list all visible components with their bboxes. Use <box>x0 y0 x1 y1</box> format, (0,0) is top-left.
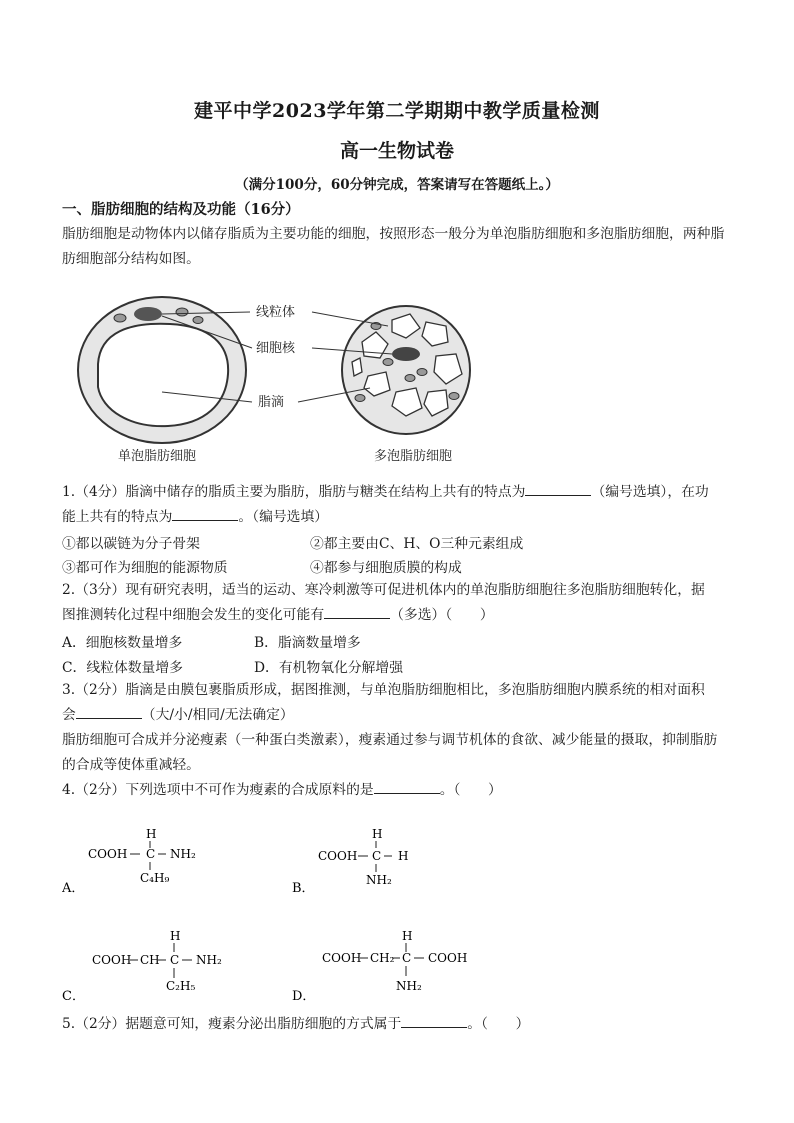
q5-blank[interactable] <box>401 1012 467 1028</box>
q1-blank-2[interactable] <box>172 505 238 521</box>
svg-text:C₂H₅: C₂H₅ <box>166 979 196 993</box>
label-nucleus: 细胞核 <box>256 341 296 356</box>
svg-text:C: C <box>402 951 412 965</box>
q2-option-b[interactable]: B．脂滴数量增多 <box>254 635 361 651</box>
q2-blank[interactable] <box>324 603 390 619</box>
q3-text: 3.（2分）脂滴是由膜包裹脂质形成，据图推测，与单泡脂肪细胞相比，多泡脂肪细胞内膜系统的相对面积 会 （大/小/相同/无法确定） 脂肪细胞可合成并分泌瘦素（一种蛋白类激素），瘦素通过参与调节机体的食欲、减少能量的摄取，抑制脂肪 的合成等使体重减轻。 <box>62 682 718 773</box>
svg-text:H: H <box>372 827 383 841</box>
fat-cell-figure <box>70 292 490 472</box>
exam-subtitle: 高一生物试卷 <box>339 140 454 162</box>
q2-option-c[interactable]: C．线粒体数量增多 <box>62 660 183 676</box>
svg-text:C．: C． <box>62 989 85 1004</box>
q2-option-d[interactable]: D．有机物氧化分解增强 <box>254 660 404 676</box>
q1-option-3: ③都可作为细胞的能源物质 <box>62 560 228 576</box>
svg-text:COOH: COOH <box>318 849 358 863</box>
section-heading: 一、脂肪细胞的结构及功能（16分） <box>62 201 300 218</box>
svg-text:CH: CH <box>140 953 160 967</box>
q4-option-a-structure[interactable] <box>62 818 262 898</box>
q5-text: 5.（2分）据题意可知，瘦素分泌出脂肪细胞的方式属于 。（ ） <box>62 1012 734 1037</box>
svg-text:NH₂: NH₂ <box>396 979 422 993</box>
label-mitochondria: 线粒体 <box>256 305 296 320</box>
svg-text:COOH: COOH <box>92 953 132 967</box>
q3-blank[interactable] <box>76 703 142 719</box>
q4-option-b-structure[interactable] <box>292 818 492 898</box>
svg-text:COOH: COOH <box>322 951 362 965</box>
caption-multilocular: 多泡脂肪细胞 <box>374 449 453 464</box>
q2-text: 2.（3分）现有研究表明，适当的运动、寒冷刺激等可促进机体内的单泡脂肪细胞往多泡脂肪细胞转化，据 图推测转化过程中细胞会发生的变化可能有 （多选）（ ） <box>62 582 705 623</box>
q1-text: 1.（4分）脂滴中储存的脂质主要为脂肪，脂肪与糖类在结构上共有的特点为 （编号选填），在功 能上共有的特点为 。（编号选填） <box>62 480 734 530</box>
svg-text:H: H <box>146 827 157 841</box>
exam-title: 建平中学2023学年第二学期期中教学质量检测 <box>194 100 600 122</box>
q4-option-c-structure[interactable] <box>62 926 282 1006</box>
svg-text:NH₂: NH₂ <box>170 847 196 861</box>
svg-text:C₄H₉: C₄H₉ <box>140 871 170 885</box>
q4-option-d-structure[interactable] <box>292 926 512 1006</box>
multilocular-cell <box>342 306 470 434</box>
label-lipid-droplet: 脂滴 <box>258 395 285 410</box>
svg-text:A．: A． <box>62 881 85 896</box>
q1-blank-1[interactable] <box>525 480 591 496</box>
svg-text:CH₂: CH₂ <box>370 951 395 965</box>
svg-text:NH₂: NH₂ <box>366 873 392 887</box>
q2-option-a[interactable]: A．细胞核数量增多 <box>62 635 183 651</box>
q1-option-4: ④都参与细胞质膜的构成 <box>310 560 462 576</box>
svg-text:C: C <box>146 847 156 861</box>
svg-text:H: H <box>402 929 413 943</box>
svg-text:COOH: COOH <box>88 847 128 861</box>
svg-text:C: C <box>372 849 382 863</box>
svg-text:D．: D． <box>292 989 316 1004</box>
q1-option-2: ②都主要由C、H、O三种元素组成 <box>310 536 524 552</box>
svg-text:COOH: COOH <box>428 951 468 965</box>
svg-text:H: H <box>170 929 181 943</box>
section-intro: 脂肪细胞是动物体内以储存脂质为主要功能的细胞，按照形态一般分为单泡脂肪细胞和多泡脂肪细胞，两种脂肪细胞部分结构如图。 <box>62 226 725 267</box>
unilocular-cell <box>78 297 246 443</box>
q4-blank[interactable] <box>374 778 440 794</box>
svg-text:C: C <box>170 953 180 967</box>
q1-option-1: ①都以碳链为分子骨架 <box>62 536 200 552</box>
q4-text: 4.（2分）下列选项中不可作为瘦素的合成原料的是 。（ ） <box>62 778 734 803</box>
svg-text:H: H <box>398 849 409 863</box>
caption-unilocular: 单泡脂肪细胞 <box>118 449 197 464</box>
svg-text:B．: B． <box>292 881 315 896</box>
svg-text:NH₂: NH₂ <box>196 953 222 967</box>
exam-note: （满分100分，60分钟完成，答案请写在答题纸上。） <box>235 177 559 193</box>
